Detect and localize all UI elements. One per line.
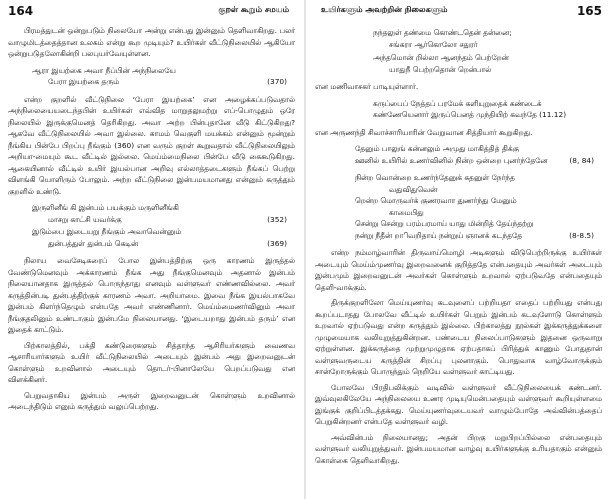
right-quote-2-line-2: கண்ணேயெனார் இருப்பெனத் முந்தியிற் கவந்தே (11.12) [373, 110, 567, 119]
right-quote-4-line-5: சென்று சென்று பரம்பரமாய் யாது மின்றித் தேய்ந்தற்று [355, 219, 534, 228]
left-paragraph-3: நிலாய வைசேடிகரைப் போல இன்பத்திற்கு ஒரு காரணம் இருத்தல் வேண்டுமெனவும் அக்காரணம் நீங்க அது நீங்குமெனவும் அதனால் இன்பம் நிலையானதாக இருத்தல் பொருந்தாது எனவும் வள்ளுவர் எண்ணவில்லை. அவர் கருத்தின்படி துன்பத்திற்குக் காரணம் அவா. அறியாமை. இவை நீங்க இயல்பாகவே இன்பம் கிளர்ந்தெழும் என்பதே அவர் எண்ணினார். மெய்ம்மைணர்வினும் அவா நீங்குதலினும் உண்டாகும் இன்பமே நிலையானது. ‘இடையறாது இன்பம் தரும்’ என இதைக் காட்டும். [8, 256, 295, 334]
right-quote-3-line-2: ஊனில் உயிரில் உணர்வினில் நின்ற ஒன்றை புனர்ந்தேனே (8, 84) [355, 155, 594, 165]
left-verse-3-line-2: துன்பத்துள் துன்பம் கெடின் (369) [48, 238, 287, 248]
left-running-title: குறள் கூறும் சமயம் [218, 5, 289, 14]
right-paragraph-6: அவ்வின்பம் நிலையானது; அதன் பிறகு மறுபிறப்பில்லை என்பதையும் வள்ளுவர் வலியுறுத்துவர். இன்பமயமான வாழ்வு உயிர்களுக்கு உரியதாகும் என்னும் கொள்கை தெளிவாகிறது. [315, 432, 602, 465]
right-quote-2-line-1: கருப்பைப் நேத்தப் பரமேக் களியுறுதைக் கண்டைக் [373, 98, 542, 108]
left-page-number: 164 [8, 4, 34, 18]
right-quote-3-ref: (8, 84) [569, 155, 594, 165]
right-quote-1-line-2: சங்கரா ஆர்கொலோ சதுரர் [389, 39, 478, 49]
right-quote-4-line-2: வதுவிதுவென் [389, 184, 438, 194]
left-verse-1 [8, 65, 295, 88]
left-verse-2 [8, 202, 295, 249]
right-quote-4 [315, 172, 602, 241]
right-quote-4-line-4: காமைபிது [389, 207, 424, 217]
right-paragraph-4: திருக்குறளிலோ மெய்யுணர்வு கடவுளைப் பற்றியதா எதைப் பற்றியது என்பது கூறப்படாதது போலவே வீட்டில் உயிர்கள் பெறும் இன்பம் கடவுளோடு கொள்ளும் உறவால் ஏற்படுவது என்ற கருத்தும் இல்லை. பிற்காலத்து நூல்கள் இக்கருத்துக்களை முழுமையாக வலியுறுத்துகின்றன. பண்டைய நிலைப்பாடுகளும் இதனை ஒருவாறு ஏற்றுள்ளன. இக்கருத்தை முற்றுமுழுதாக ஏற்பதாகப் பிரித்துக் காணும் போதுதான் வள்ளுவருடைய கருத்தின் சிறப்பு புலனாகும். பொதுவாக வாழ்வோருக்கும் சான்றோருக்கும் பொருந்தும் நெறியே வள்ளுவர் காட்டியது. [315, 298, 602, 376]
right-quote-3-line-1: தேனும் பாலுங் கன்னலும் அமுது மாகித்தித் திக்கு [355, 144, 520, 153]
left-paragraph-2: என்ற குறளில் வீட்டுநிலை ‘பேரா இயற்கை’ என அழைக்கப்படுவதால் அந்நிலையையடைந்தபின் உயிர்கள் எவ்வித மாறுதலுமற்று எப்-பொழுதும் ஒரே நிலையில் இருக்குமெனத் தெரிகிறது. அவா அற்ற பின்புதானே வீடு கிட்டுகிறது? ஆகவே வீட்டுநிலையில் அவா இல்லை. காமம் வெகுளி மயக்கம் என்னும் மூன்றும் நீங்கிய பின்பே பிறப்பு நீங்கும் (360) என வரும் குறள் கூறுவதால் வீட்டுநிலையிலும் அறியா-மையும் கூட வீட்டில் இல்லை. மெய்ம்மைநிலை பின்பே வீடு கைகூடுகிறது. ஆகையினால் வீட்டில் உயிர் இயல்பான அறிவு எல்லாத்தடைகளும் நீங்கப் பெற்று விளங்கி யொளிரும் போலும். அற்ற வீட்டுநிலை இன்பமயமானது என்னும் கருத்தும் குறளில் உண்டு. [8, 94, 295, 196]
right-running-title: உயிர்களும் அவற்றின் நிலைகளும் [321, 5, 448, 14]
left-verse-1-line-1: ஆரா இயற்கை அவா நீப்பின் அந்நிலையே [32, 65, 176, 75]
right-header [315, 4, 602, 22]
left-verse-3-ref: (369) [267, 238, 287, 248]
right-quote-2 [315, 98, 602, 121]
right-quote-4-line-1: நின்ற வொன்றை உணர்ந்தேனுக் கதனுள் நேர்ந்த [355, 173, 515, 182]
left-verse-1-ref: (370) [267, 77, 287, 86]
left-verse-3-line-1: இடும்பை இடையறு நீங்கும் அவாவென்னும் [32, 227, 182, 236]
right-quote-1-line-3: அந்தமொன் றில்லா ஆனந்தம் பெற்றேன் [373, 53, 509, 62]
right-paragraph-3: என்ற நம்மாழ்வாரின் திருவாய்மொழி அடிகளும் விடுபெற்றிருக்கு உயிர்கள் அடையும் மெய்ம்முணர்வு இறைவனைக் குறித்ததே என்பதையும் அவர்கள் அடையும் இன்பமும் இறைவனுடன் அவர்கள் கொள்ளும் உறவால் ஏற்படுவதே என்பதையும் தெளி-வாக்கும். [315, 248, 602, 292]
right-page-number: 165 [576, 4, 602, 18]
right-paragraph-2: என அருணந்தி சிவாச்சாரியாரின் வேறுவான சித்தியார் கூறுகிறது. [315, 127, 533, 137]
right-paragraph-1: என மணிவாசகர் பாடியுள்ளார். [315, 82, 419, 91]
left-paragraph-1: பிரமத்துடன் ஒன்றுபடும் நிலையோ அன்று என்பது இன்னும் தெளிவாகிறது. பலர் வாழுமிடத்தைத்தான உலகம் என்று கூற முடியும்? உயிர்கள் வீட்டுநிலையில் ஆகியோ ஒன்றுபடுதலோகின்றி பலபுயர்வேயுள்ளன. [8, 26, 295, 58]
right-quote-4-line-6: நன்று நீதீன் றாிவறிதாய் நன்றுய் ஞானக் கடந்ததே (8-8.5) [355, 230, 594, 240]
right-page [305, 0, 610, 499]
left-header [8, 4, 295, 22]
right-quote-1-line-1: நந்தலுள் தண்மை கொண்டதென் தன்னை; [373, 28, 512, 37]
right-paragraph-5: போலவே பிரதிபலிக்கும் வடிவில் வள்ளுவர் வீட்டுநிலையைக் கண்டனர். இவ்வுலகிலேயே அந்நிலையை உணர முடியுமென்பதையும் வள்ளுவர் கூறியுள்ளமை இங்குக் குறிப்பிடத்தக்கது. மெய்யுணர்வுடையவர் வாழும்போதே அவ்வின்பத்தைப் பெறுகின்றனர் என்பதே வள்ளுவர் வழி. [315, 382, 602, 426]
left-verse-2-ref: (352) [267, 214, 287, 224]
right-quote-4-ref: (8-8.5) [569, 230, 594, 240]
left-paragraph-4: பிற்காலத்தில், பக்தி கண்டுரைகளும் சித்தாந்த ஆசிரியர்களும் வைணவ ஆசாரியார்களும் உயிர் வீட்டுநிலையில் அடையும் இன்பம் அது இறைவனுடன் கொள்ளும் உறவினால் அடையும் தொடர்-பினாலேயே பெறப்படுவது என விளக்கினர். [8, 340, 295, 384]
right-quote-3 [315, 143, 602, 166]
left-verse-1-line-2: பேரா இயற்கை தரும் (370) [48, 77, 287, 86]
right-quote-1-line-4: யாதுநீ பெற்றதொன் றென்பால் [389, 64, 492, 74]
right-quote-4-line-3: றென்ற மொருவர்க் குணரவாா துணர்ந்து மேனும் [355, 196, 517, 205]
left-verse-2-line-1: இருளினீங் கி இன்பம் பயக்கும் மருளினீங்கி [32, 203, 179, 212]
left-paragraph-5: பெறுவதாகிய இன்பம் அருள் இறைவனுடன் கொள்ளும் உறவினால் அடைந்திடும் எனும் கருத்தும் வலுப்பெற்றது. [8, 390, 295, 411]
right-quote-1 [315, 27, 602, 75]
left-verse-2-line-2: மாசறு காட்சி யவர்க்கு (352) [48, 214, 287, 224]
